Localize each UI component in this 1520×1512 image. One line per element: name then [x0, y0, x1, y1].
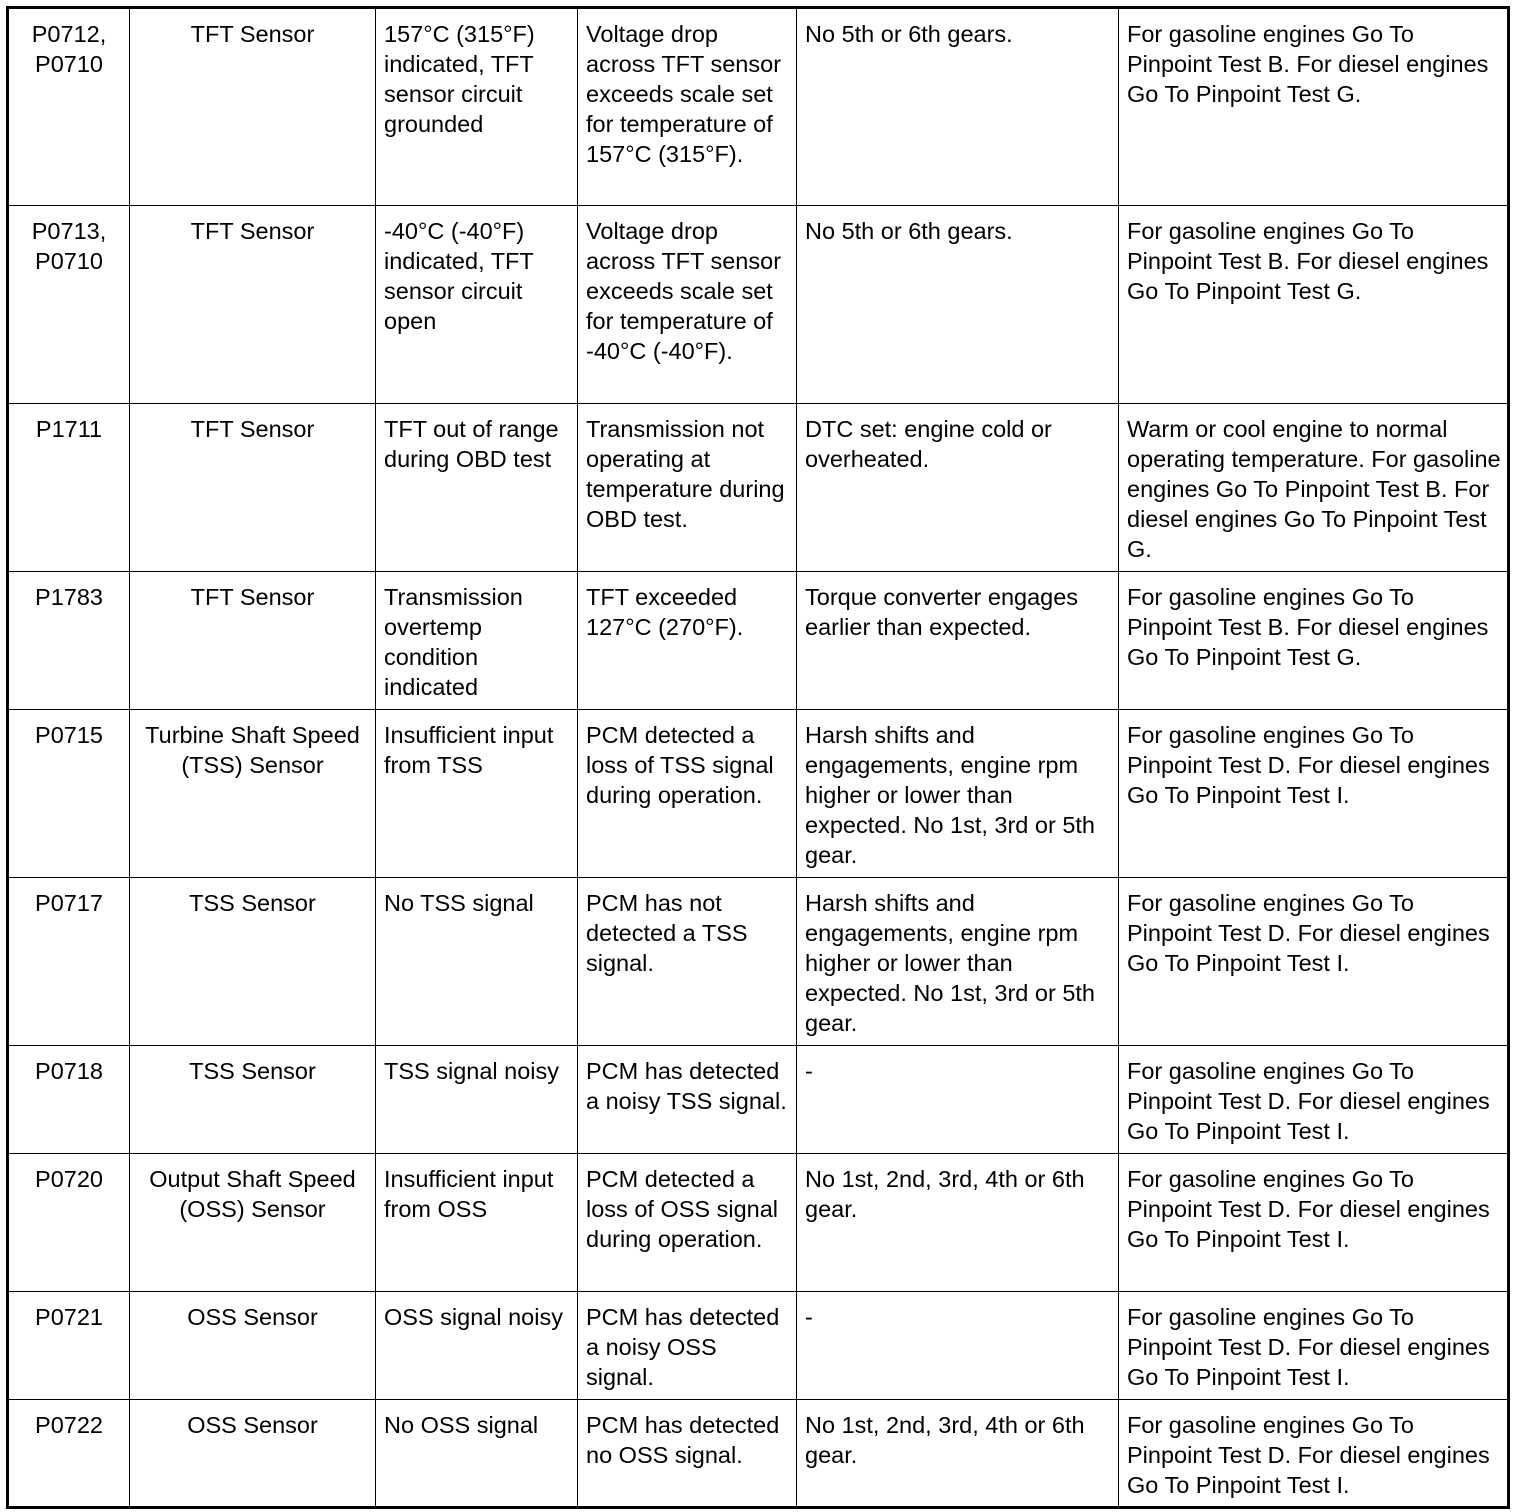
component-cell [130, 1154, 376, 1292]
component-name: Turbine Shaft Speed (TSS) Sensor [145, 722, 360, 778]
component-cell [130, 206, 376, 404]
symptoms-cell [797, 1292, 1119, 1400]
table-row [8, 1292, 1509, 1400]
table-row [8, 878, 1509, 1046]
description-cell [376, 404, 578, 572]
table-row [8, 1400, 1509, 1508]
condition-cell [578, 1400, 797, 1508]
condition-cell [578, 878, 797, 1046]
component-name: Output Shaft Speed (OSS) Sensor [149, 1166, 356, 1222]
component-name: TSS Sensor [189, 890, 316, 916]
dtc-code-cell [8, 572, 130, 710]
component-cell [130, 1046, 376, 1154]
table-row [8, 8, 1509, 206]
dtc-code-cell [8, 1154, 130, 1292]
condition-cell [578, 404, 797, 572]
component-name: TFT Sensor [190, 218, 315, 244]
symptoms-cell [797, 572, 1119, 710]
component-name: TSS Sensor [189, 1058, 316, 1084]
condition-cell [578, 8, 797, 206]
action-text: For gasoline engines Go To Pinpoint Test D. For diesel engines Go To Pinpoint Test I. [1127, 1304, 1490, 1390]
dtc-code: P0718 [35, 1058, 103, 1084]
symptoms-cell [797, 1154, 1119, 1292]
symptoms-text: No 5th or 6th gears. [805, 21, 1013, 47]
symptoms-text: Torque converter engages earlier than expected. [805, 584, 1079, 640]
dtc-code: P0713, P0710 [31, 218, 107, 274]
description-cell [376, 878, 578, 1046]
dtc-code: P0715 [35, 722, 103, 748]
condition-text: TFT exceeded 127°C (270°F). [586, 584, 744, 640]
condition-text: PCM has not detected a TSS signal. [586, 890, 748, 976]
component-cell [130, 878, 376, 1046]
action-cell [1119, 710, 1509, 878]
dtc-code-cell [8, 878, 130, 1046]
dtc-code: P1711 [35, 416, 103, 442]
action-text: For gasoline engines Go To Pinpoint Test D. For diesel engines Go To Pinpoint Test I. [1127, 1058, 1490, 1144]
description-cell [376, 710, 578, 878]
component-name: OSS Sensor [187, 1412, 318, 1438]
symptoms-text: Harsh shifts and engagements, engine rpm higher or lower than expected. No 1st, 3rd or 5th gear. [805, 890, 1095, 1036]
action-text: For gasoline engines Go To Pinpoint Test B. For diesel engines Go To Pinpoint Test G. [1127, 584, 1489, 670]
description-cell [376, 572, 578, 710]
table-row [8, 572, 1509, 710]
description-text: 157°C (315°F) indicated, TFT sensor circuit grounded [384, 21, 535, 137]
description-text: TSS signal noisy [384, 1058, 560, 1084]
description-text: OSS signal noisy [384, 1304, 563, 1330]
symptoms-text: No 5th or 6th gears. [805, 218, 1013, 244]
dtc-code-cell [8, 1400, 130, 1508]
component-name: TFT Sensor [190, 416, 315, 442]
component-cell [130, 8, 376, 206]
action-text: For gasoline engines Go To Pinpoint Test D. For diesel engines Go To Pinpoint Test I. [1127, 1166, 1490, 1252]
table-row [8, 404, 1509, 572]
description-cell [376, 1292, 578, 1400]
description-cell [376, 8, 578, 206]
description-cell [376, 206, 578, 404]
description-cell [376, 1154, 578, 1292]
description-text: No TSS signal [384, 890, 534, 916]
action-cell [1119, 8, 1509, 206]
condition-text: Voltage drop across TFT sensor exceeds scale set for temperature of 157°C (315°F). [586, 21, 782, 167]
dtc-code: P1783 [35, 584, 103, 610]
symptoms-text: No 1st, 2nd, 3rd, 4th or 6th gear. [805, 1412, 1085, 1468]
symptoms-text: - [805, 1304, 813, 1330]
condition-text: Transmission not operating at temperature during OBD test. [586, 416, 785, 532]
dtc-table [6, 6, 1510, 1509]
symptoms-text: DTC set: engine cold or overheated. [805, 416, 1052, 472]
condition-text: Voltage drop across TFT sensor exceeds scale set for temperature of -40°C (-40°F). [586, 218, 782, 364]
action-cell [1119, 1154, 1509, 1292]
dtc-code-cell [8, 206, 130, 404]
action-text: For gasoline engines Go To Pinpoint Test D. For diesel engines Go To Pinpoint Test I. [1127, 722, 1490, 808]
description-text: Insufficient input from OSS [384, 1166, 554, 1222]
component-cell [130, 1400, 376, 1508]
dtc-code: P0717 [35, 890, 103, 916]
symptoms-cell [797, 8, 1119, 206]
dtc-code: P0712, P0710 [31, 21, 107, 77]
symptoms-cell [797, 710, 1119, 878]
dtc-code-cell [8, 8, 130, 206]
dtc-code: P0720 [35, 1166, 103, 1192]
dtc-code-cell [8, 1292, 130, 1400]
description-cell [376, 1046, 578, 1154]
symptoms-text: No 1st, 2nd, 3rd, 4th or 6th gear. [805, 1166, 1085, 1222]
description-text: Transmission overtemp condition indicated [384, 584, 523, 700]
condition-text: PCM has detected a noisy TSS signal. [586, 1058, 787, 1114]
component-cell [130, 572, 376, 710]
symptoms-cell [797, 206, 1119, 404]
component-name: OSS Sensor [187, 1304, 318, 1330]
action-cell [1119, 404, 1509, 572]
component-cell [130, 710, 376, 878]
action-text: For gasoline engines Go To Pinpoint Test B. For diesel engines Go To Pinpoint Test G. [1127, 21, 1489, 107]
condition-text: PCM detected a loss of TSS signal during operation. [586, 722, 774, 808]
description-text: -40°C (-40°F) indicated, TFT sensor circuit open [384, 218, 534, 334]
component-cell [130, 1292, 376, 1400]
action-cell [1119, 572, 1509, 710]
action-cell [1119, 1400, 1509, 1508]
component-cell [130, 404, 376, 572]
dtc-code: P0722 [35, 1412, 103, 1438]
action-text: For gasoline engines Go To Pinpoint Test D. For diesel engines Go To Pinpoint Test I. [1127, 890, 1490, 976]
dtc-code-cell [8, 1046, 130, 1154]
symptoms-cell [797, 404, 1119, 572]
symptoms-text: Harsh shifts and engagements, engine rpm higher or lower than expected. No 1st, 3rd or 5th gear. [805, 722, 1095, 868]
action-cell [1119, 206, 1509, 404]
description-cell [376, 1400, 578, 1508]
description-text: TFT out of range during OBD test [384, 416, 559, 472]
action-text: For gasoline engines Go To Pinpoint Test B. For diesel engines Go To Pinpoint Test G. [1127, 218, 1489, 304]
action-cell [1119, 1046, 1509, 1154]
symptoms-cell [797, 1046, 1119, 1154]
condition-cell [578, 710, 797, 878]
component-name: TFT Sensor [190, 21, 315, 47]
symptoms-cell [797, 878, 1119, 1046]
dtc-code-cell [8, 404, 130, 572]
condition-text: PCM has detected a noisy OSS signal. [586, 1304, 780, 1390]
condition-text: PCM detected a loss of OSS signal during operation. [586, 1166, 779, 1252]
dtc-code: P0721 [35, 1304, 103, 1330]
table-row [8, 1046, 1509, 1154]
action-text: For gasoline engines Go To Pinpoint Test D. For diesel engines Go To Pinpoint Test I. [1127, 1412, 1490, 1498]
condition-cell [578, 206, 797, 404]
condition-text: PCM has detected no OSS signal. [586, 1412, 780, 1468]
symptoms-text: - [805, 1058, 813, 1084]
condition-cell [578, 1046, 797, 1154]
table-row [8, 206, 1509, 404]
condition-cell [578, 1154, 797, 1292]
symptoms-cell [797, 1400, 1119, 1508]
description-text: No OSS signal [384, 1412, 539, 1438]
action-cell [1119, 878, 1509, 1046]
action-cell [1119, 1292, 1509, 1400]
component-name: TFT Sensor [190, 584, 315, 610]
condition-cell [578, 1292, 797, 1400]
table-row [8, 1154, 1509, 1292]
dtc-code-cell [8, 710, 130, 878]
action-text: Warm or cool engine to normal operating temperature. For gasoline engines Go To Pinpoint Test B. For diesel engines Go To Pinpoint Test G. [1127, 416, 1501, 562]
condition-cell [578, 572, 797, 710]
description-text: Insufficient input from TSS [384, 722, 554, 778]
table-row [8, 710, 1509, 878]
